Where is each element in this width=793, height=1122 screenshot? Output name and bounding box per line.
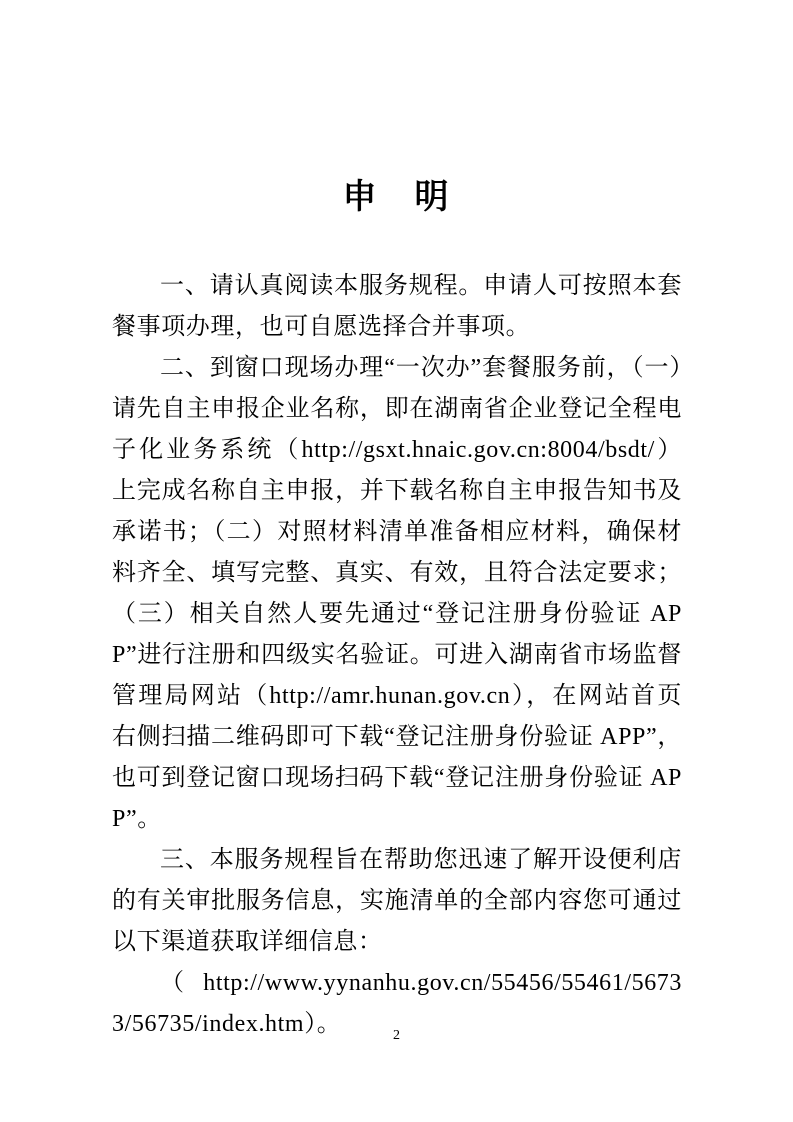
paragraph-2: 二、到窗口现场办理“一次办”套餐服务前，（一）请先自主申报企业名称，即在湖南省企业登记全程电子化业务系统（http://gsxt.hnaic.gov.cn:8004/bsdt/）上完成名称自主申报，并下载名称自主申报告知书及承诺书；（二）对照材料清单准备相应材料，确保材料齐全、填写完整、真实、有效，且符合法定要求；（三）相关自然人要先通过“登记注册身份验证 APP”进行注册和四级实名验证。可进入湖南省市场监督管理局网站（http://amr.hunan.gov.cn），在网站首页右侧扫描二维码即可下载“登记注册身份验证 APP”，也可到登记窗口现场扫码下载“登记注册身份验证 APP”。 [112, 355, 682, 832]
paragraph-3: 三、本服务规程旨在帮助您迅速了解开设便利店的有关审批服务信息，实施清单的全部内容您可通过以下渠道获取详细信息： [112, 847, 682, 955]
document-title: 申 明 [342, 179, 451, 216]
paragraph-1: 一、请认真阅读本服务规程。申请人可按照本套餐事项办理，也可自愿选择合并事项。 [112, 273, 682, 340]
page-number: 2 [393, 1028, 400, 1043]
document-body [112, 266, 682, 1045]
paragraph-4-url: （http://www.yynanhu.gov.cn/55456/55461/56733/56735/index.htm）。 [112, 970, 682, 1037]
